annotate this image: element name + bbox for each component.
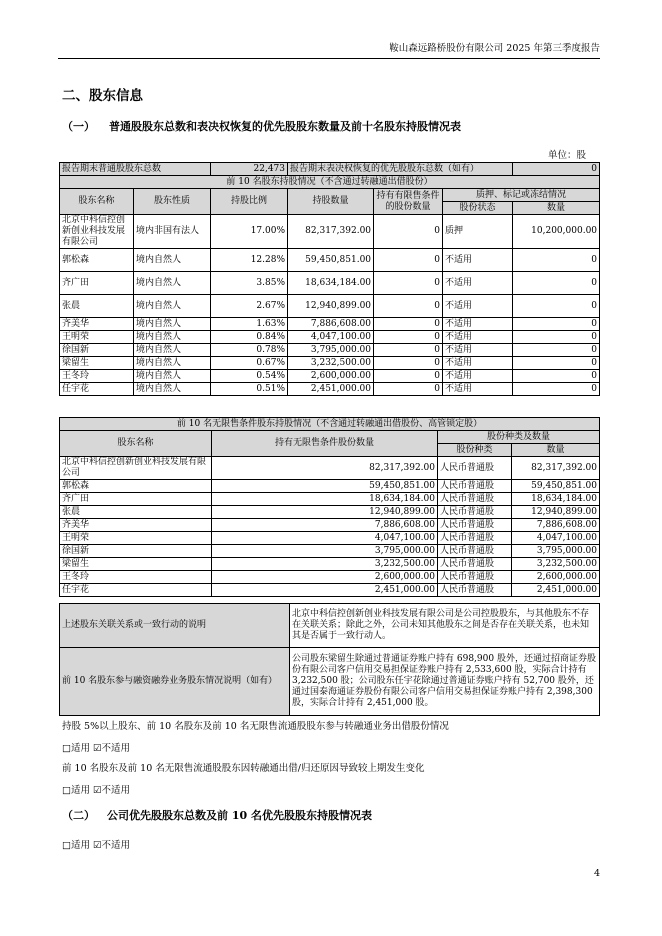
cell-ratio: 12.28%: [211, 249, 288, 272]
cell-count: 2,600,000.00: [288, 370, 374, 383]
cell-qty: 0: [513, 331, 600, 344]
cell-nature: 境内自然人: [134, 249, 211, 272]
col-header-count: 持股数量: [288, 189, 374, 215]
cell-state: 不适用: [443, 370, 513, 383]
cell-count: 4,047,100.00: [212, 532, 438, 545]
cell-state: 不适用: [443, 318, 513, 331]
cell-qty: 2,451,000.00: [512, 584, 600, 597]
cell-count: 12,940,899.00: [288, 295, 374, 318]
col-header-name: 股东名称: [60, 189, 134, 215]
cell-qty: 7,886,608.00: [512, 519, 600, 532]
col-header-pledge: 质押、标记或冻结情况: [443, 189, 600, 202]
total-holders-value: 22,473: [211, 163, 288, 176]
subsection-2-number: （二）: [62, 809, 95, 822]
note-lending: 持股 5%以上股东、前 10 名股东及前 10 名无限售流通股股东参与转融通业务出借股份情况: [62, 721, 449, 732]
cell-ratio: 17.00%: [211, 215, 288, 249]
cell-nature: 境内非国有法人: [134, 215, 211, 249]
cell-count: 2,451,000.00: [288, 383, 374, 396]
cell-restricted: 0: [374, 272, 443, 295]
cell-qty: 0: [513, 344, 600, 357]
top10-row: [60, 331, 600, 344]
preferred-holders-label: 报告期末表决权恢复的优先股股东总数（如有）: [288, 163, 513, 176]
cell-state: 不适用: [443, 344, 513, 357]
cell-state: 不适用: [443, 249, 513, 272]
top10-shareholders-table: [59, 162, 600, 396]
cell-name: 王明荣: [60, 532, 212, 545]
subsection-1-number: （一）: [62, 120, 95, 133]
note-change: 前 10 名股东及前 10 名无限售流通股股东因转融通出借/归还原因导致较上期发生变化: [62, 763, 425, 774]
cell-name: 齐美华: [60, 318, 134, 331]
cell-type: 人民币普通股: [438, 457, 512, 480]
cell-qty: 59,450,851.00: [512, 480, 600, 493]
cell-type: 人民币普通股: [438, 519, 512, 532]
cell-name: 张晨: [60, 506, 212, 519]
unres-caption-row: [60, 418, 600, 431]
top10-row: [60, 370, 600, 383]
cell-count: 3,795,000.00: [212, 545, 438, 558]
top10-header-row: [60, 189, 600, 202]
top10-row: [60, 357, 600, 370]
cell-type: 人民币普通股: [438, 571, 512, 584]
subsection-2-text: 公司优先股股东总数及前 10 名优先股股东持股情况表: [107, 809, 372, 822]
cell-qty: 0: [513, 249, 600, 272]
cell-ratio: 1.63%: [211, 318, 288, 331]
cell-restricted: 0: [374, 318, 443, 331]
cell-count: 59,450,851.00: [288, 249, 374, 272]
col-header-restricted: 持有有限售条件的股份数量: [374, 189, 443, 215]
unres-row: [60, 457, 600, 480]
unres-row: [60, 532, 600, 545]
cell-type: 人民币普通股: [438, 545, 512, 558]
cell-count: 12,940,899.00: [212, 506, 438, 519]
cell-name: 王明荣: [60, 331, 134, 344]
cell-ratio: 3.85%: [211, 272, 288, 295]
cell-name: 梁留生: [60, 357, 134, 370]
cell-state: 不适用: [443, 331, 513, 344]
cell-state: 不适用: [443, 383, 513, 396]
cell-name: 齐广田: [60, 272, 134, 295]
summary-row: [60, 163, 600, 176]
unres-row: [60, 558, 600, 571]
margin-text: 公司股东梁留生除通过普通证券账户持有 698,900 股外，还通过招商证券股份有限公司客户信用交易担保证券账户持有 2,533,600 股，实际合计持有 3,232,500 股；公司股东任宇花除通过普通证券账户持有 52,700 股外，还通过国泰海通证券股份有限公司客户信用交易担保证券账户持有 2,398,300 股，实际合计持有 2,451,000 股。: [290, 648, 600, 716]
cell-name: 王冬玲: [60, 370, 134, 383]
cell-qty: 2,600,000.00: [512, 571, 600, 584]
cell-qty: 0: [513, 318, 600, 331]
subsection-2-title: [62, 807, 372, 823]
cell-qty: 0: [513, 357, 600, 370]
cell-count: 18,634,184.00: [212, 493, 438, 506]
notes-table: [59, 603, 600, 716]
col-header-state: 股份状态: [443, 202, 513, 215]
cell-name: 齐美华: [60, 519, 212, 532]
cell-nature: 境内自然人: [134, 272, 211, 295]
cell-ratio: 0.84%: [211, 331, 288, 344]
cell-state: 质押: [443, 215, 513, 249]
unrestricted-shareholders-table: [59, 417, 600, 597]
cell-restricted: 0: [374, 215, 443, 249]
cell-qty: 3,795,000.00: [512, 545, 600, 558]
cell-ratio: 0.67%: [211, 357, 288, 370]
preferred-holders-value: 0: [513, 163, 600, 176]
col-header-nature: 股东性质: [134, 189, 211, 215]
cell-nature: 境内自然人: [134, 383, 211, 396]
cell-count: 59,450,851.00: [212, 480, 438, 493]
cell-count: 7,886,608.00: [288, 318, 374, 331]
cell-qty: 10,200,000.00: [513, 215, 600, 249]
page-number: 4: [593, 868, 600, 879]
cell-ratio: 0.54%: [211, 370, 288, 383]
cell-nature: 境内自然人: [134, 295, 211, 318]
cell-restricted: 0: [374, 331, 443, 344]
cell-name: 王冬玲: [60, 571, 212, 584]
cell-count: 7,886,608.00: [212, 519, 438, 532]
unres-header-type: 股份种类: [438, 444, 512, 457]
cell-qty: 3,232,500.00: [512, 558, 600, 571]
unres-header-qty: 数量: [512, 444, 600, 457]
cell-nature: 境内自然人: [134, 357, 211, 370]
cell-state: 不适用: [443, 272, 513, 295]
cell-name: 郭松森: [60, 480, 212, 493]
top10-row: [60, 295, 600, 318]
cell-restricted: 0: [374, 357, 443, 370]
cell-nature: 境内自然人: [134, 318, 211, 331]
cell-qty: 4,047,100.00: [512, 532, 600, 545]
cell-ratio: 0.51%: [211, 383, 288, 396]
unres-row: [60, 506, 600, 519]
top10-table-body: [60, 163, 600, 396]
cell-qty: 0: [513, 272, 600, 295]
cell-state: 不适用: [443, 357, 513, 370]
cell-qty: 0: [513, 370, 600, 383]
unres-row: [60, 480, 600, 493]
unres-header-kind: 股份种类及数量: [438, 431, 600, 444]
choice-preferred: □适用 ☑不适用: [62, 840, 131, 851]
cell-restricted: 0: [374, 295, 443, 318]
unres-row: [60, 493, 600, 506]
cell-count: 3,795,000.00: [288, 344, 374, 357]
cell-type: 人民币普通股: [438, 493, 512, 506]
cell-count: 3,232,500.00: [212, 558, 438, 571]
cell-type: 人民币普通股: [438, 558, 512, 571]
col-header-qty: 数量: [513, 202, 600, 215]
unres-row: [60, 571, 600, 584]
cell-name: 任宇花: [60, 383, 134, 396]
top10-caption: 前 10 名股东持股情况（不含通过转融通出借股份）: [60, 176, 600, 189]
top10-row: [60, 249, 600, 272]
col-header-ratio: 持股比例: [211, 189, 288, 215]
cell-restricted: 0: [374, 249, 443, 272]
related-row: [60, 604, 600, 648]
related-label: 上述股东关联关系或一致行动的说明: [60, 604, 290, 648]
unres-row: [60, 519, 600, 532]
cell-restricted: 0: [374, 344, 443, 357]
cell-count: 2,600,000.00: [212, 571, 438, 584]
cell-qty: 0: [513, 383, 600, 396]
unrestricted-table-body: [60, 418, 600, 597]
cell-type: 人民币普通股: [438, 480, 512, 493]
unit-label: 单位：股: [548, 150, 587, 161]
subsection-1-title: [62, 118, 461, 134]
unres-caption: 前 10 名无限售条件股东持股情况（不含通过转融通出借股份、高管锁定股）: [60, 418, 600, 431]
cell-name: 任宇花: [60, 584, 212, 597]
cell-qty: 12,940,899.00: [512, 506, 600, 519]
section-title: 二、股东信息: [62, 88, 143, 104]
cell-qty: 0: [513, 295, 600, 318]
cell-name: 北京中科信控创新创业科技发展有限公司: [60, 215, 134, 249]
cell-type: 人民币普通股: [438, 506, 512, 519]
cell-name: 齐广田: [60, 493, 212, 506]
cell-count: 18,634,184.00: [288, 272, 374, 295]
cell-name: 北京中科信控创新创业科技发展有限公司: [60, 457, 212, 480]
cell-qty: 82,317,392.00: [512, 457, 600, 480]
cell-count: 4,047,100.00: [288, 331, 374, 344]
top10-row: [60, 383, 600, 396]
subsection-1-text: 普通股股东总数和表决权恢复的优先股股东数量及前十名股东持股情况表: [109, 120, 461, 133]
cell-ratio: 0.78%: [211, 344, 288, 357]
total-holders-label: 报告期末普通股股东总数: [60, 163, 211, 176]
cell-type: 人民币普通股: [438, 584, 512, 597]
margin-row: [60, 648, 600, 716]
top10-caption-row: [60, 176, 600, 189]
top10-row: [60, 215, 600, 249]
page-header: 鞍山森远路桥股份有限公司 2025 年第三季度报告: [58, 40, 600, 59]
margin-label: 前 10 名股东参与融资融券业务股东情况说明（如有）: [60, 648, 290, 716]
unres-header-name: 股东名称: [60, 431, 212, 457]
cell-count: 3,232,500.00: [288, 357, 374, 370]
cell-name: 梁留生: [60, 558, 212, 571]
cell-nature: 境内自然人: [134, 331, 211, 344]
cell-qty: 18,634,184.00: [512, 493, 600, 506]
cell-type: 人民币普通股: [438, 532, 512, 545]
top10-row: [60, 344, 600, 357]
cell-nature: 境内自然人: [134, 370, 211, 383]
unres-row: [60, 545, 600, 558]
cell-restricted: 0: [374, 370, 443, 383]
cell-count: 82,317,392.00: [288, 215, 374, 249]
cell-name: 郭松森: [60, 249, 134, 272]
unres-header-row: [60, 431, 600, 444]
cell-name: 张晨: [60, 295, 134, 318]
cell-ratio: 2.67%: [211, 295, 288, 318]
cell-state: 不适用: [443, 295, 513, 318]
unres-row: [60, 584, 600, 597]
cell-count: 2,451,000.00: [212, 584, 438, 597]
choice-lending: □适用 ☑不适用: [62, 743, 131, 754]
top10-row: [60, 318, 600, 331]
related-text: 北京中科信控创新创业科技发展有限公司是公司控股股东，与其他股东不存在关联关系；除此之外，公司未知其他股东之间是否存在关联关系，也未知其是否属于一致行动人。: [290, 604, 600, 648]
cell-count: 82,317,392.00: [212, 457, 438, 480]
cell-nature: 境内自然人: [134, 344, 211, 357]
cell-name: 徐国新: [60, 344, 134, 357]
choice-change: □适用 ☑不适用: [62, 785, 131, 796]
cell-name: 徐国新: [60, 545, 212, 558]
cell-restricted: 0: [374, 383, 443, 396]
unres-header-count: 持有无限售条件股份数量: [212, 431, 438, 457]
top10-row: [60, 272, 600, 295]
